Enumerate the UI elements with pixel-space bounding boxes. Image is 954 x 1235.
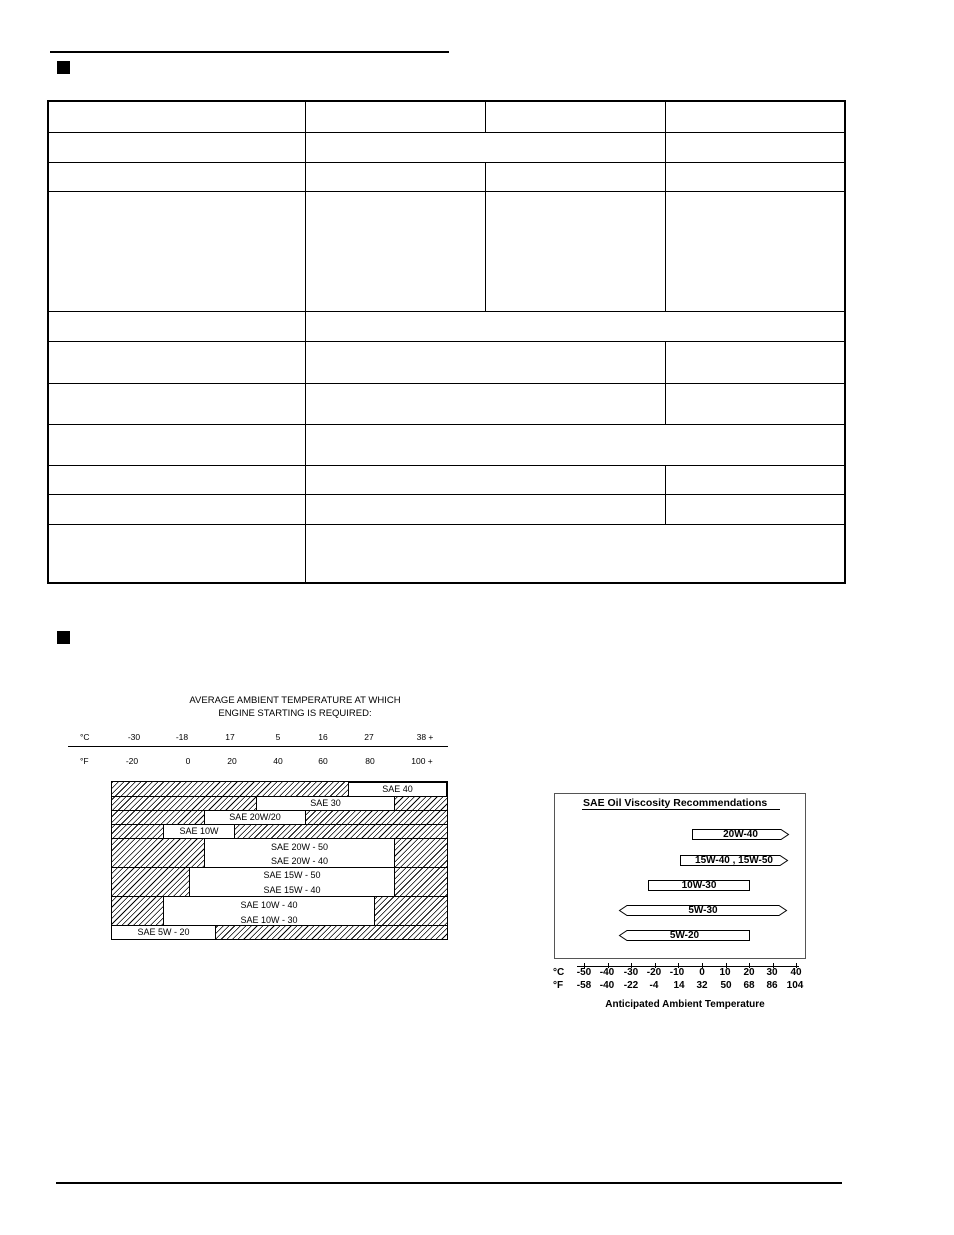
right-chart-f-tick: 14: [673, 980, 685, 991]
bar-sae-5w-20: SAE 5W - 20: [111, 925, 216, 940]
left-chart-f-tick: 60: [318, 756, 328, 766]
bar-15w-40-15w-50: 15W-40 , 15W-50: [680, 855, 788, 866]
left-chart-title-line1: AVERAGE AMBIENT TEMPERATURE AT WHICH: [189, 695, 401, 706]
table-column-line: [485, 162, 486, 311]
right-chart-f-tick: -58: [576, 980, 592, 991]
table-row-line: [49, 494, 844, 495]
bar-sae-20w-50-40: SAE 20W - 50 SAE 20W - 40: [204, 838, 395, 868]
bar-sae-40: SAE 40: [348, 782, 447, 797]
specifications-table: [47, 100, 846, 584]
right-chart-f-tick: -40: [599, 980, 615, 991]
table-row-line: [49, 465, 844, 466]
left-chart-c-tick: 27: [364, 732, 374, 742]
bar-5w-20: 5W-20: [619, 930, 750, 941]
table-row-line: [49, 524, 844, 525]
table-row-line: [49, 311, 844, 312]
table-row-line: [49, 132, 844, 133]
table-column-line: [665, 102, 666, 311]
right-chart-f-tick: -4: [649, 980, 659, 991]
bar-5w-30: 5W-30: [619, 905, 787, 916]
table-column-line: [665, 465, 666, 524]
left-chart-fahrenheit-label: °F: [80, 756, 89, 766]
left-chart-f-tick: -20: [125, 756, 139, 766]
left-chart-f-tick: 80: [365, 756, 375, 766]
table-row-line: [49, 191, 844, 192]
right-chart-title-underline: [582, 809, 780, 810]
right-chart-c-tick: 40: [790, 967, 802, 978]
right-chart-c-tick: -40: [599, 967, 615, 978]
left-chart-f-tick: 40: [273, 756, 283, 766]
left-chart-f-tick: 0: [185, 756, 191, 766]
bar-sae-30: SAE 30: [256, 796, 395, 811]
footer-rule: [56, 1182, 842, 1184]
bar-20w-40: 20W-40: [692, 829, 789, 840]
bar-sae-10w: SAE 10W: [163, 824, 235, 839]
bar-sae-20w-20: SAE 20W/20: [204, 810, 306, 825]
left-chart-title-line2: ENGINE STARTING IS REQUIRED:: [218, 708, 372, 719]
table-row-line: [49, 383, 844, 384]
right-chart-c-tick: 10: [719, 967, 731, 978]
right-chart-fahrenheit-label: °F: [553, 980, 564, 991]
left-chart-f-tick: 20: [227, 756, 237, 766]
left-chart-celsius-label: °C: [80, 732, 90, 742]
bar-sae-10w-40-30: SAE 10W - 40 SAE 10W - 30: [163, 896, 375, 926]
table-row-line: [49, 424, 844, 425]
bar-sae-15w-50-40: SAE 15W - 50 SAE 15W - 40: [189, 867, 395, 897]
left-chart-c-tick: -18: [175, 732, 189, 742]
right-chart-c-tick: -50: [576, 967, 592, 978]
table-row-line: [49, 162, 844, 163]
right-chart-f-tick: 104: [786, 980, 804, 991]
right-chart-c-tick: -20: [646, 967, 662, 978]
right-chart-c-tick: 20: [743, 967, 755, 978]
right-chart-c-tick: 0: [699, 967, 705, 978]
table-column-line: [305, 102, 306, 582]
section-bullet-oil-viscosity: [57, 631, 70, 644]
left-chart-c-tick: 17: [225, 732, 235, 742]
left-chart-c-tick: -30: [127, 732, 141, 742]
right-chart-f-tick: 86: [766, 980, 778, 991]
left-chart-c-tick: 5: [275, 732, 281, 742]
bar-10w-30: 10W-30: [648, 880, 750, 891]
left-chart-c-tick: 38 +: [416, 732, 434, 742]
right-chart-f-tick: -22: [623, 980, 639, 991]
left-chart-f-tick: 100 +: [411, 756, 433, 766]
right-chart-celsius-label: °C: [553, 967, 565, 978]
right-chart-f-tick: 50: [720, 980, 732, 991]
right-chart-title: SAE Oil Viscosity Recommendations: [583, 797, 768, 809]
section-bullet-specifications: [57, 61, 70, 74]
table-row-line: [49, 341, 844, 342]
right-chart-f-tick: 32: [696, 980, 708, 991]
right-chart-x-label: Anticipated Ambient Temperature: [605, 999, 765, 1010]
right-chart-c-tick: 30: [766, 967, 778, 978]
right-chart-c-tick: -10: [669, 967, 685, 978]
right-chart-c-tick: -30: [623, 967, 639, 978]
table-column-line: [485, 102, 486, 132]
right-chart-f-tick: 68: [743, 980, 755, 991]
header-rule: [50, 51, 449, 53]
left-chart-c-tick: 16: [318, 732, 328, 742]
left-chart-separator: [68, 746, 448, 747]
table-column-line: [665, 341, 666, 424]
